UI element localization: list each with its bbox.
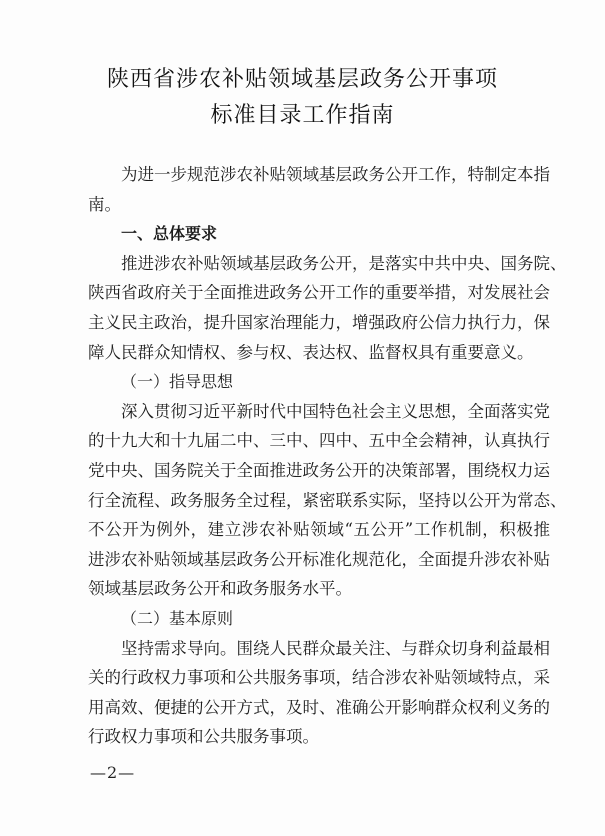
paragraph-line: 进涉农补贴领域基层政务公开标准化规范化，全面提升涉农补贴 <box>88 549 550 569</box>
intro-line: 南。 <box>88 194 121 214</box>
intro-line: 为进一步规范涉农补贴领域基层政务公开工作，特制定本指 <box>121 165 550 184</box>
paragraph-line: 的十九大和十九届二中、三中、四中、五中全会精神，认真执行 <box>88 431 550 451</box>
paragraph-line: 用高效、便捷的公开方式，及时、准确公开影响群众权利义务的 <box>88 697 550 717</box>
paragraph-line: 领域基层政务公开和政务服务水平。 <box>88 579 352 599</box>
paragraph-line: 行全流程、政务服务全过程，紧密联系实际，坚持以公开为常态、 <box>88 490 567 510</box>
paragraph-line: 深入贯彻习近平新时代中国特色社会主义思想，全面落实党 <box>121 401 550 421</box>
paragraph-line: 陕西省政府关于全面推进政务公开工作的重要举措，对发展社会 <box>88 283 550 303</box>
paragraph-line: 坚持需求导向。围绕人民群众最关注、与群众切身利益最相 <box>121 638 550 658</box>
paragraph-line: 主义民主政治，提升国家治理能力，增强政府公信力执行力，保 <box>88 312 550 332</box>
subsection-heading: （二）基本原则 <box>121 608 234 628</box>
document-title-line-1: 陕西省涉农补贴领域基层政务公开事项 <box>106 67 498 92</box>
page-number: —2— <box>90 763 136 782</box>
section-heading: 一、总体要求 <box>121 224 218 244</box>
paragraph-line: 行政权力事项和公共服务事项。 <box>88 727 319 747</box>
paragraph-line: 党中央、国务院关于全面推进政务公开的决策部署，围绕权力运 <box>88 460 550 480</box>
paragraph-line: 推进涉农补贴领域基层政务公开，是落实中共中央、国务院、 <box>121 253 567 273</box>
paragraph-line: 不公开为例外，建立涉农补贴领域“五公开”工作机制，积极推 <box>88 520 550 540</box>
subsection-heading: （一）指导思想 <box>121 372 234 392</box>
document-body <box>88 160 567 752</box>
paragraph-line: 关的行政权力事项和公共服务事项，结合涉农补贴领域特点，采 <box>88 668 550 688</box>
document-title-line-2: 标准目录工作指南 <box>210 103 395 128</box>
paragraph-line: 障人民群众知情权、参与权、表达权、监督权具有重要意义。 <box>88 342 534 362</box>
